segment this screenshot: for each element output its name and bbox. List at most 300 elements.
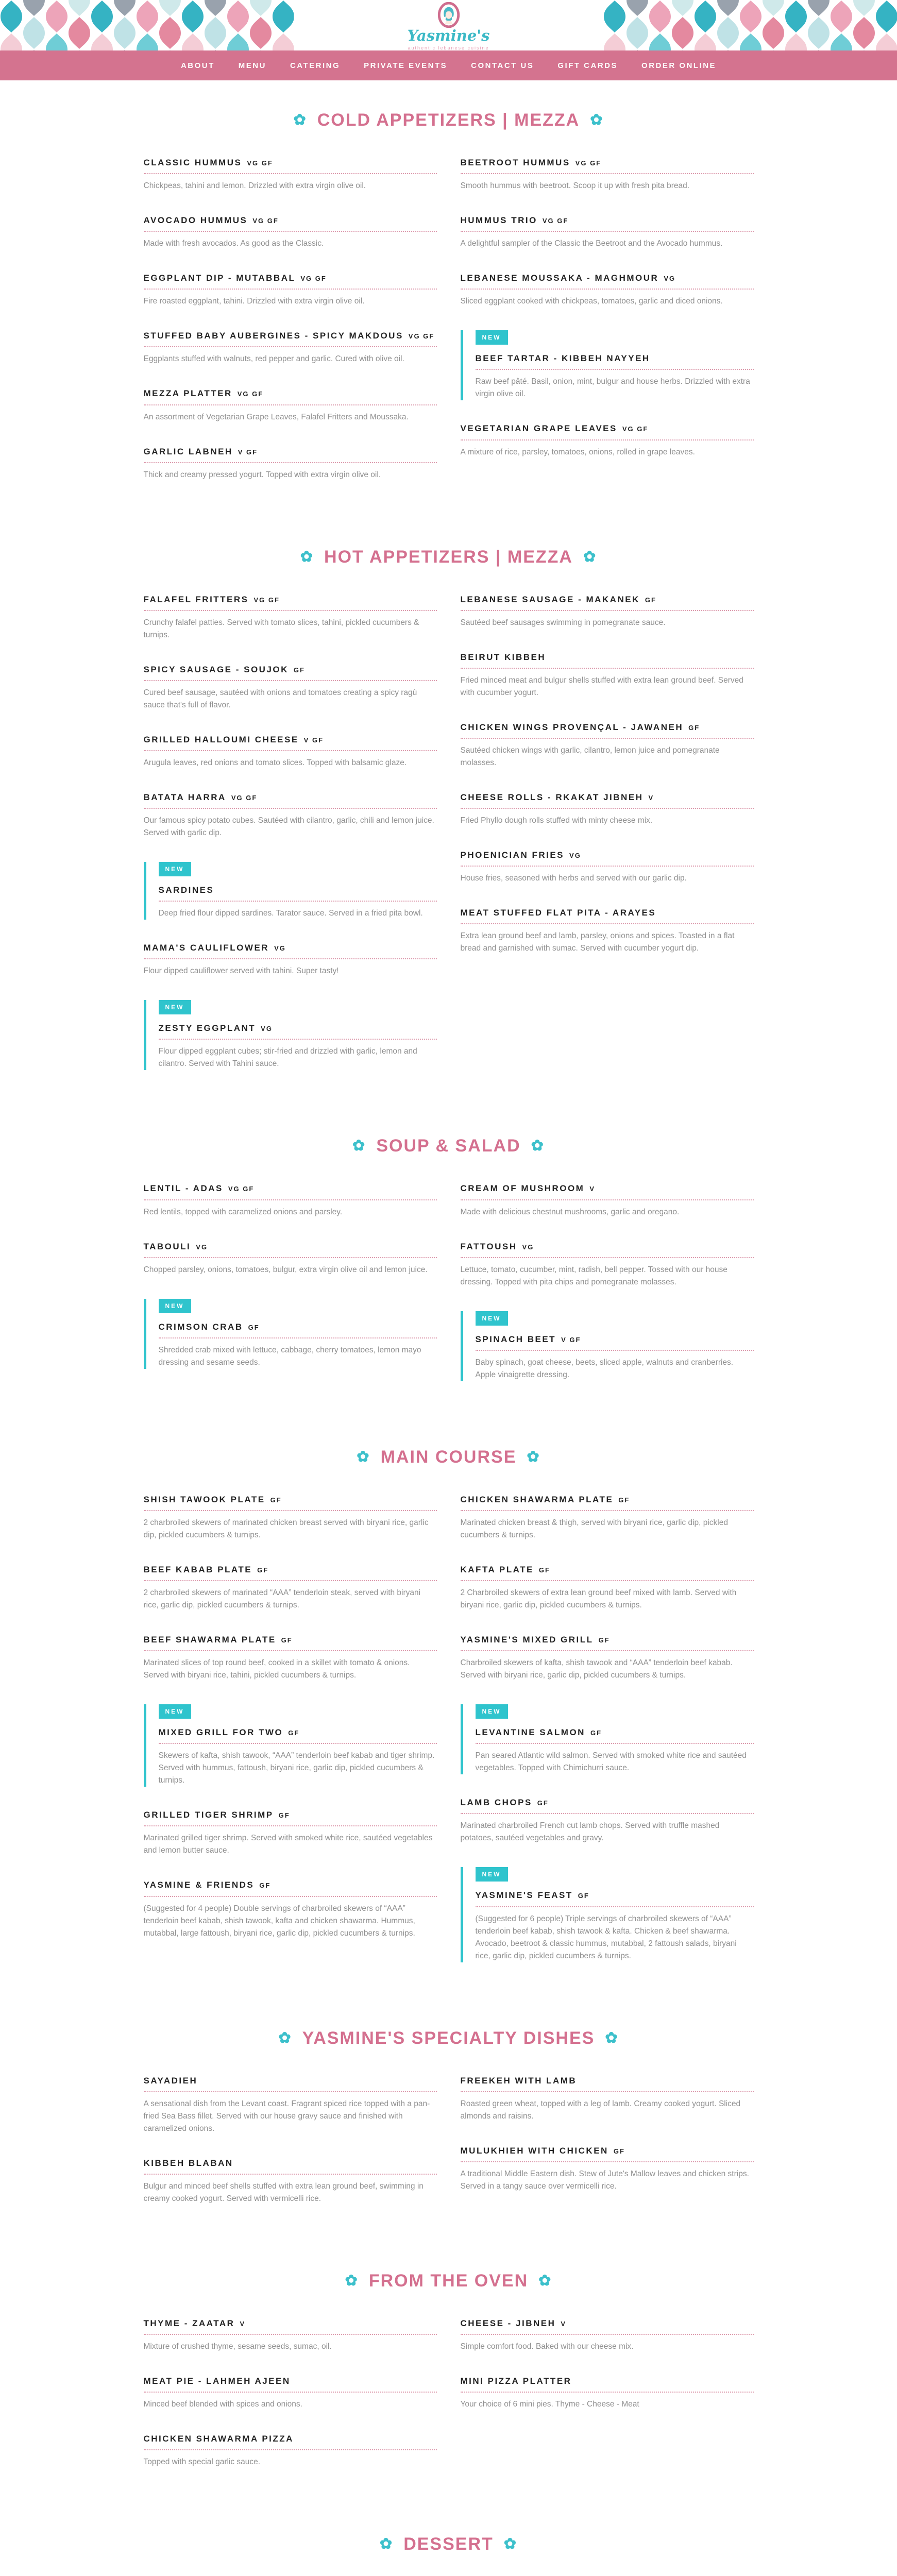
- item-description: Chickpeas, tahini and lemon. Drizzled with extra virgin olive oil.: [144, 180, 437, 192]
- diet-tags: VG GF: [576, 159, 601, 167]
- menu-item: [461, 330, 754, 400]
- dotted-divider: [476, 1350, 754, 1351]
- item-description: Flour dipped eggplant cubes; stir-fried and drizzled with garlic, lemon and cilantro. Served with Tahini sauce.: [159, 1045, 437, 1070]
- section-columns: [144, 157, 754, 504]
- item-name: [461, 792, 754, 803]
- new-badge: NEW: [159, 1299, 191, 1313]
- item-name: [144, 2158, 437, 2169]
- item-name: [461, 1183, 754, 1194]
- dotted-divider: [461, 1257, 754, 1258]
- item-description: Chopped parsley, onions, tomatoes, bulgur, extra virgin olive oil and lemon juice.: [144, 1264, 437, 1276]
- item-description: Crunchy falafel patties. Served with tomato slices, tahini, pickled cucumbers & turnips.: [144, 617, 437, 641]
- item-name: [144, 664, 437, 675]
- menu-item: [144, 734, 437, 769]
- menu-content: [144, 110, 754, 2576]
- menu-item: [461, 2376, 754, 2411]
- item-description: Topped with special garlic sauce.: [144, 2456, 437, 2468]
- dotted-divider: [461, 439, 754, 440]
- item-name: [144, 1183, 437, 1194]
- dotted-divider: [461, 2334, 754, 2335]
- item-name: [461, 907, 754, 919]
- section-title-text: COLD APPETIZERS | MEZZA: [317, 110, 580, 130]
- right-column: [461, 157, 754, 481]
- item-name-text: LAMB CHOPS: [461, 1798, 532, 1807]
- item-name: [461, 850, 754, 861]
- right-column: [461, 1183, 754, 1403]
- dotted-divider: [461, 289, 754, 290]
- nav-link-private-events[interactable]: PRIVATE EVENTS: [364, 61, 447, 70]
- menu-item: [144, 1494, 437, 1541]
- item-name: [144, 157, 437, 168]
- item-name-text: YASMINE & FRIENDS: [144, 1880, 255, 1890]
- dotted-divider: [144, 2174, 437, 2175]
- menu-item: [461, 423, 754, 458]
- new-badge: NEW: [476, 1704, 508, 1719]
- item-name: [144, 1241, 437, 1252]
- diet-tags: V: [648, 794, 654, 802]
- nav-link-catering[interactable]: CATERING: [290, 61, 340, 70]
- menu-item: [144, 1879, 437, 1939]
- dotted-divider: [461, 2091, 754, 2092]
- diet-tags: VG GF: [231, 794, 257, 802]
- dotted-divider: [461, 1580, 754, 1581]
- section-title-text: HOT APPETIZERS | MEZZA: [324, 547, 573, 567]
- item-description: A sensational dish from the Levant coast. Fragrant spiced rice topped with a pan-fried Sea Bass fillet. Served with our house gravy sauce and finished with caramelized onions.: [144, 2098, 437, 2135]
- diet-tags: V GF: [304, 736, 324, 744]
- section-title-text: SOUP & SALAD: [376, 1136, 520, 1156]
- item-name: [476, 1334, 754, 1345]
- flower-icon: ✿: [278, 2031, 292, 2046]
- menu-item: [144, 942, 437, 977]
- item-description: Skewers of kafta, shish tawook, “AAA” tenderloin beef kabab and tiger shrimp. Served with hummus, fattoush, biryani rice, garlic dip, pickled cucumbers & turnips.: [159, 1750, 437, 1787]
- menu-item: [461, 2145, 754, 2193]
- diet-tags: GF: [248, 1324, 260, 1331]
- menu-item: [461, 1311, 754, 1381]
- left-column: [144, 2075, 437, 2228]
- item-description: 2 Charbroiled skewers of extra lean ground beef mixed with lamb. Served with biryani rice, garlic dip, pickled cucumbers & turnips.: [461, 1587, 754, 1612]
- dotted-divider: [144, 2449, 437, 2450]
- flower-icon: ✿: [605, 2031, 618, 2046]
- dotted-divider: [476, 1743, 754, 1744]
- menu-item: [144, 1634, 437, 1682]
- main-nav: [0, 50, 897, 80]
- dotted-divider: [461, 2161, 754, 2162]
- diet-tags: GF: [281, 1636, 293, 1644]
- item-name: [461, 594, 754, 605]
- flower-icon: ✿: [538, 2274, 552, 2289]
- diet-tags: VG: [196, 1243, 208, 1251]
- item-name: [144, 1564, 437, 1575]
- menu-item: [144, 862, 437, 920]
- item-description: Mixture of crushed thyme, sesame seeds, sumac, oil.: [144, 2341, 437, 2353]
- item-name: [144, 734, 437, 745]
- item-name: [461, 2376, 754, 2387]
- diet-tags: V: [240, 2320, 245, 2328]
- menu-item: [461, 1564, 754, 1612]
- item-name-text: CLASSIC HUMMUS: [144, 158, 242, 167]
- new-badge: NEW: [159, 1704, 191, 1719]
- item-description: Roasted green wheat, topped with a leg of lamb. Creamy cooked yogurt. Sliced almonds and raisins.: [461, 2098, 754, 2123]
- dotted-divider: [461, 231, 754, 232]
- item-name-text: MULUKHIEH WITH CHICKEN: [461, 2146, 608, 2156]
- diet-tags: VG GF: [409, 332, 434, 340]
- item-name: [144, 594, 437, 605]
- section-soup-salad: [144, 1136, 754, 1403]
- item-name-text: YASMINE'S MIXED GRILL: [461, 1635, 594, 1645]
- left-column: [144, 2318, 437, 2491]
- dotted-divider: [144, 1510, 437, 1511]
- item-name-text: MAMA'S CAULIFLOWER: [144, 943, 269, 953]
- item-description: An assortment of Vegetarian Grape Leaves, Falafel Fritters and Moussaka.: [144, 411, 437, 423]
- left-column: [144, 157, 437, 504]
- item-name: [144, 942, 437, 954]
- dotted-divider: [144, 173, 437, 174]
- item-name-text: YASMINE'S FEAST: [476, 1890, 573, 1900]
- diet-tags: V GF: [238, 448, 258, 456]
- header-pattern-row: [0, 0, 897, 50]
- flower-icon: ✿: [504, 2537, 517, 2552]
- diet-tags: VG GF: [254, 596, 280, 604]
- logo-tagline: authentic lebanese cuisine: [408, 45, 489, 50]
- item-name-text: MEZZA PLATTER: [144, 388, 232, 398]
- item-name: [159, 885, 437, 896]
- menu-item: [461, 2318, 754, 2353]
- new-badge: NEW: [476, 1311, 508, 1326]
- section-main-course: [144, 1447, 754, 1985]
- diet-tags: GF: [257, 1566, 268, 1574]
- item-description: Red lentils, topped with caramelized onions and parsley.: [144, 1206, 437, 1218]
- menu-item: [144, 2433, 437, 2468]
- menu-item: [461, 594, 754, 629]
- logo-mark-icon: [435, 2, 462, 28]
- menu-item: [144, 215, 437, 250]
- item-name-text: MEAT PIE - LAHMEH AJEEN: [144, 2376, 291, 2386]
- item-description: Marinated slices of top round beef, cooked in a skillet with tomato & onions. Served with biryani rice, tahini, pickled cucumbers & turnips.: [144, 1657, 437, 1682]
- item-name-text: GARLIC LABNEH: [144, 447, 233, 456]
- item-name: [144, 792, 437, 803]
- dotted-divider: [461, 2392, 754, 2393]
- section-columns: [144, 594, 754, 1093]
- item-name: [476, 1890, 754, 1901]
- item-description: Shredded crab mixed with lettuce, cabbage, cherry tomatoes, lemon mayo dressing and sesame seeds.: [159, 1344, 437, 1369]
- dotted-divider: [476, 369, 754, 370]
- item-description: Made with fresh avocados. As good as the Classic.: [144, 238, 437, 250]
- dotted-divider: [144, 2091, 437, 2092]
- item-name: [144, 388, 437, 399]
- item-name: [144, 2075, 437, 2087]
- dotted-divider: [144, 610, 437, 611]
- item-name: [476, 353, 754, 364]
- nav-link-menu[interactable]: MENU: [239, 61, 266, 70]
- menu-item: [144, 2376, 437, 2411]
- item-description: 2 charbroiled skewers of marinated chicken breast served with biryani rice, garlic dip, pickled cucumbers & turnips.: [144, 1517, 437, 1541]
- dotted-divider: [461, 173, 754, 174]
- item-description: A mixture of rice, parsley, tomatoes, onions, rolled in grape leaves.: [461, 446, 754, 459]
- dotted-divider: [144, 750, 437, 751]
- item-name: [144, 330, 437, 342]
- item-description: Smooth hummus with beetroot. Scoop it up with fresh pita bread.: [461, 180, 754, 192]
- item-description: House fries, seasoned with herbs and served with our garlic dip.: [461, 872, 754, 885]
- right-column: [461, 2318, 754, 2433]
- diet-tags: VG GF: [247, 159, 273, 167]
- menu-item: [461, 157, 754, 192]
- item-name: [461, 1241, 754, 1252]
- item-description: Fried Phyllo dough rolls stuffed with minty cheese mix.: [461, 815, 754, 827]
- item-name-text: STUFFED BABY AUBERGINES - SPICY MAKDOUS: [144, 331, 403, 341]
- flower-icon: ✿: [352, 1139, 366, 1154]
- item-description: Fried minced meat and bulgur shells stuffed with extra lean ground beef. Served with cucumber yogurt.: [461, 674, 754, 699]
- diet-tags: V GF: [561, 1336, 581, 1344]
- section-columns: [144, 1494, 754, 1985]
- item-name-text: CHEESE - JIBNEH: [461, 2318, 556, 2328]
- dotted-divider: [159, 1039, 437, 1040]
- menu-item: [144, 446, 437, 481]
- flower-icon: ✿: [583, 550, 597, 565]
- diet-tags: VG GF: [252, 217, 278, 225]
- item-description: Our famous spicy potato cubes. Sautéed with cilantro, garlic, chili and lemon juice. Served with garlic dip.: [144, 815, 437, 839]
- new-badge: NEW: [476, 1867, 508, 1882]
- menu-item: [144, 273, 437, 308]
- dotted-divider: [144, 462, 437, 463]
- item-name-text: FREEKEH WITH LAMB: [461, 2076, 577, 2086]
- section-title: [144, 547, 754, 567]
- item-name-text: TABOULI: [144, 1242, 191, 1251]
- section-title-text: MAIN COURSE: [381, 1447, 517, 1467]
- menu-item: [461, 722, 754, 769]
- dotted-divider: [461, 1510, 754, 1511]
- dotted-divider: [144, 958, 437, 959]
- dotted-divider: [461, 738, 754, 739]
- section-dessert: [144, 2534, 754, 2576]
- flower-icon: ✿: [380, 2537, 393, 2552]
- item-name-text: LENTIL - ADAS: [144, 1183, 223, 1193]
- menu-item: [144, 1564, 437, 1612]
- item-name-text: GRILLED TIGER SHRIMP: [144, 1810, 274, 1820]
- item-name-text: CREAM OF MUSHROOM: [461, 1183, 585, 1193]
- menu-item: [144, 330, 437, 365]
- item-description: Raw beef pâté. Basil, onion, mint, bulgur and house herbs. Drizzled with extra virgin olive oil.: [476, 376, 754, 400]
- section-hot-appetizers-mezza: [144, 547, 754, 1093]
- item-name: [461, 1564, 754, 1575]
- nav-link-gift-cards[interactable]: GIFT CARDS: [557, 61, 618, 70]
- item-name-text: EGGPLANT DIP - MUTABBAL: [144, 273, 296, 283]
- item-name: [159, 1321, 437, 1333]
- item-name-text: CHICKEN SHAWARMA PIZZA: [144, 2434, 294, 2444]
- menu-item: [144, 157, 437, 192]
- item-description: Sautéed beef sausages swimming in pomegranate sauce.: [461, 617, 754, 629]
- diet-tags: GF: [259, 1882, 270, 1889]
- dotted-divider: [144, 1825, 437, 1826]
- menu-item: [461, 907, 754, 955]
- item-name: [461, 273, 754, 284]
- menu-item: [461, 792, 754, 827]
- dotted-divider: [144, 1257, 437, 1258]
- item-name-text: SHISH TAWOOK PLATE: [144, 1495, 265, 1504]
- flower-icon: ✿: [357, 1450, 370, 1465]
- item-description: Fire roasted eggplant, tahini. Drizzled with extra virgin olive oil.: [144, 295, 437, 308]
- item-description: Pan seared Atlantic wild salmon. Served with smoked white rice and sautéed vegetables. Topped with Chimichurri sauce.: [476, 1750, 754, 1774]
- flower-icon: ✿: [345, 2274, 359, 2289]
- item-name: [461, 1797, 754, 1808]
- menu-item: [144, 388, 437, 423]
- item-name-text: MINI PIZZA PLATTER: [461, 2376, 572, 2386]
- dotted-divider: [144, 1896, 437, 1897]
- nav-link-order-online[interactable]: ORDER ONLINE: [641, 61, 716, 70]
- section-title: [144, 2534, 754, 2554]
- item-description: Minced beef blended with spices and onions.: [144, 2398, 437, 2411]
- item-name: [144, 1879, 437, 1891]
- section-title-text: DESSERT: [403, 2534, 494, 2554]
- right-column: [461, 2075, 754, 2215]
- menu-item: [461, 1634, 754, 1682]
- item-name-text: CHEESE ROLLS - RKAKAT JIBNEH: [461, 792, 644, 802]
- section-from-the-oven: [144, 2271, 754, 2491]
- moroccan-pattern-left: [0, 0, 294, 50]
- nav-link-about[interactable]: ABOUT: [181, 61, 215, 70]
- diet-tags: VG: [522, 1243, 534, 1251]
- flower-icon: ✿: [300, 550, 314, 565]
- item-name-text: KAFTA PLATE: [461, 1565, 534, 1574]
- left-column: [144, 1183, 437, 1391]
- menu-item: [144, 2075, 437, 2135]
- item-name: [144, 273, 437, 284]
- item-name-text: BEIRUT KIBBEH: [461, 652, 546, 662]
- diet-tags: GF: [618, 1496, 630, 1504]
- item-name-text: MIXED GRILL FOR TWO: [159, 1727, 283, 1737]
- section-yasmine-s-specialty-dishes: [144, 2028, 754, 2228]
- diet-tags: GF: [645, 596, 656, 604]
- menu-item: [144, 1704, 437, 1787]
- new-badge: NEW: [159, 1000, 191, 1014]
- item-name: [144, 2318, 437, 2329]
- item-description: Marinated charbroiled French cut lamb chops. Served with truffle mashed potatoes, sautéed vegetables and gravy.: [461, 1820, 754, 1844]
- item-description: Your choice of 6 mini pies. Thyme - Cheese - Meat: [461, 2398, 754, 2411]
- menu-item: [461, 1797, 754, 1844]
- diet-tags: VG GF: [622, 425, 648, 433]
- item-description: Eggplants stuffed with walnuts, red pepper and garlic. Cured with olive oil.: [144, 353, 437, 365]
- item-description: Marinated grilled tiger shrimp. Served with smoked white rice, sautéed vegetables and lemon butter sauce.: [144, 1832, 437, 1857]
- item-name-text: THYME - ZAATAR: [144, 2318, 235, 2328]
- diet-tags: GF: [578, 1892, 589, 1900]
- dotted-divider: [159, 1337, 437, 1338]
- item-description: A traditional Middle Eastern dish. Stew of Jute's Mallow leaves and chicken strips. Served in a tangy sauce over vermicelli rice.: [461, 2168, 754, 2193]
- site-header: [0, 0, 897, 80]
- item-description: Made with delicious chestnut mushrooms, garlic and oregano.: [461, 1206, 754, 1218]
- item-name-text: CHICKEN SHAWARMA PLATE: [461, 1495, 614, 1504]
- dotted-divider: [144, 1199, 437, 1200]
- menu-item: [461, 2075, 754, 2123]
- item-name: [144, 446, 437, 457]
- item-name-text: GRILLED HALLOUMI CHEESE: [144, 735, 299, 744]
- dotted-divider: [461, 808, 754, 809]
- menu-item: [144, 1183, 437, 1218]
- item-name-text: HUMMUS TRIO: [461, 215, 537, 225]
- item-name-text: ZESTY EGGPLANT: [159, 1023, 256, 1033]
- dotted-divider: [159, 1743, 437, 1744]
- item-name-text: CHICKEN WINGS PROVENÇAL - JAWANEH: [461, 722, 684, 732]
- dotted-divider: [144, 2392, 437, 2393]
- item-name-text: BEETROOT HUMMUS: [461, 158, 570, 167]
- nav-link-contact-us[interactable]: CONTACT US: [471, 61, 534, 70]
- section-columns: [144, 1183, 754, 1403]
- diet-tags: GF: [294, 666, 305, 674]
- item-name: [461, 722, 754, 733]
- menu-item: [144, 2318, 437, 2353]
- item-description: Marinated chicken breast & thigh, served with biryani rice, garlic dip, pickled cucumbers & turnips.: [461, 1517, 754, 1541]
- item-name: [461, 652, 754, 663]
- item-name-text: FATTOUSH: [461, 1242, 517, 1251]
- item-name-text: BEEF TARTAR - KIBBEH NAYYEH: [476, 353, 650, 363]
- menu-item: [461, 1704, 754, 1774]
- item-description: Baby spinach, goat cheese, beets, sliced apple, walnuts and cranberries. Apple vinaigrette dressing.: [476, 1357, 754, 1381]
- diet-tags: GF: [614, 2147, 625, 2155]
- new-badge: NEW: [159, 862, 191, 876]
- diet-tags: VG: [261, 1025, 273, 1032]
- right-column: [461, 1494, 754, 1985]
- item-name-text: KIBBEH BLABAN: [144, 2158, 233, 2168]
- item-description: Sautéed chicken wings with garlic, cilantro, lemon juice and pomegranate molasses.: [461, 744, 754, 769]
- logo[interactable]: [294, 0, 603, 50]
- item-description: Simple comfort food. Baked with our cheese mix.: [461, 2341, 754, 2353]
- item-name: [461, 2318, 754, 2329]
- moroccan-pattern-right: [603, 0, 897, 50]
- left-column: [144, 594, 437, 1093]
- item-name-text: FALAFEL FRITTERS: [144, 595, 249, 604]
- flower-icon: ✿: [293, 113, 307, 128]
- flower-icon: ✿: [531, 1139, 545, 1154]
- item-name: [461, 2145, 754, 2157]
- flower-icon: ✿: [527, 1450, 540, 1465]
- item-description: Extra lean ground beef and lamb, parsley, onions and spices. Toasted in a flat bread and garnished with sumac. Served with cucumber yogurt dip.: [461, 930, 754, 955]
- menu-item: [144, 792, 437, 839]
- item-name: [461, 2075, 754, 2087]
- menu-item: [461, 273, 754, 308]
- menu-item: [144, 1000, 437, 1070]
- dotted-divider: [461, 1650, 754, 1651]
- dotted-divider: [461, 610, 754, 611]
- item-name-text: SPICY SAUSAGE - SOUJOK: [144, 665, 289, 674]
- section-columns: [144, 2075, 754, 2228]
- item-name-text: PHOENICIAN FRIES: [461, 850, 565, 860]
- left-column: [144, 1494, 437, 1962]
- diet-tags: V: [561, 2320, 566, 2328]
- dotted-divider: [461, 866, 754, 867]
- item-name: [159, 1727, 437, 1738]
- dotted-divider: [144, 2334, 437, 2335]
- new-badge: NEW: [476, 330, 508, 345]
- section-title: [144, 2028, 754, 2048]
- dotted-divider: [476, 1906, 754, 1907]
- diet-tags: VG GF: [238, 390, 263, 398]
- menu-item: [461, 215, 754, 250]
- item-description: 2 charbroiled skewers of marinated “AAA” tenderloin steak, served with biryani rice, garlic dip, pickled cucumbers & turnips.: [144, 1587, 437, 1612]
- item-description: Thick and creamy pressed yogurt. Topped with extra virgin olive oil.: [144, 469, 437, 481]
- item-name-text: VEGETARIAN GRAPE LEAVES: [461, 423, 617, 433]
- section-title: [144, 110, 754, 130]
- dotted-divider: [461, 1199, 754, 1200]
- item-name: [476, 1727, 754, 1738]
- section-title: [144, 1447, 754, 1467]
- dotted-divider: [461, 1813, 754, 1814]
- item-name: [144, 2433, 437, 2445]
- diet-tags: GF: [599, 1636, 610, 1644]
- diet-tags: GF: [288, 1729, 299, 1737]
- item-description: Deep fried flour dipped sardines. Tarator sauce. Served in a fried pita bowl.: [159, 907, 437, 920]
- item-name: [144, 2376, 437, 2387]
- section-cold-appetizers-mezza: [144, 110, 754, 504]
- item-name-text: LEBANESE MOUSSAKA - MAGHMOUR: [461, 273, 659, 283]
- item-name-text: LEBANESE SAUSAGE - MAKANEK: [461, 595, 640, 604]
